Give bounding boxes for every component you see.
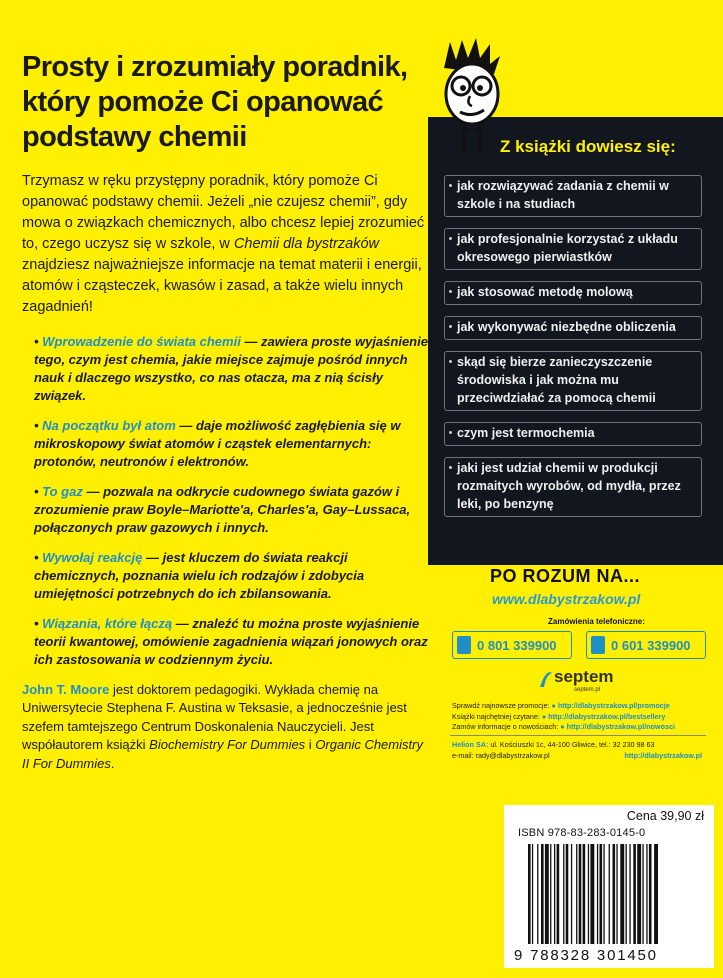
author-name: John T. Moore xyxy=(22,681,110,697)
list-item: Sprawdź najnowsze promocje: ● http://dlabystrzakow.pl/promocje xyxy=(452,701,670,710)
list-item: jak rozwiązywać zadania z chemii w szkole i na studiach xyxy=(444,175,702,217)
feature-list xyxy=(22,333,432,669)
barcode-icon xyxy=(514,844,704,950)
phone-number: 0 801 339900 xyxy=(477,637,557,653)
website-logo[interactable]: www.dlabystrzakow.pl xyxy=(492,591,641,607)
list-item: • Na początku był atom — daje możliwość zagłębienia się w mikroskopowy świat atomów i cząstek elementarnych: protonów, neutronów i elektronów. xyxy=(34,417,401,469)
book-title: Chemii dla bystrzaków xyxy=(233,236,379,252)
list-item: jak wykonywać niezbędne obliczenia xyxy=(444,316,702,340)
mobile-phone-icon xyxy=(591,636,605,654)
list-item: Zamów informacje o nowościach: ● http://dlabystrzakow.pl/nowosci xyxy=(452,722,675,731)
barcode-number: 9 788328 301450 xyxy=(514,947,658,964)
list-item: Książki najchętniej czytane: ● http://dlabystrzakow.pl/bestsellery xyxy=(452,711,666,721)
publisher-info: Helion SA: ul. Kościuszki 1c, 44-100 Gliwice, tel.: 32 230 98 63 e-mail: rady@dlabystrzakow.pl http://dlabystrzakow.pl xyxy=(452,740,702,760)
price-label: Cena 39,90 zł xyxy=(626,809,704,823)
septem-logo-icon xyxy=(538,669,554,689)
list-item: czym jest termochemia xyxy=(444,422,702,446)
headline xyxy=(22,50,452,155)
phone-icon xyxy=(457,636,471,654)
list-item: • To gaz — pozwala na odkrycie cudownego świata gazów i zrozumienie praw Boyle–Mariotte'a, Charles'a, Gay–Lussaca, połączonych praw gazowych i innych. xyxy=(34,483,411,535)
isbn-label: ISBN 978-83-283-0145-0 xyxy=(518,827,646,839)
headline-line-2: który pomoże Ci opanować xyxy=(22,86,384,118)
list-item: jak profesjonalnie korzystać z układu okresowego pierwiastków xyxy=(444,228,702,270)
headline-line-1: Prosty i zrozumiały poradnik, xyxy=(22,51,408,83)
list-item: • Wprowadzenie do świata chemii — zawiera proste wyjaśnienie tego, czym jest chemia, jakie miejsce zajmuje pośród innych nauk i dlaczego wszystko, co nas otacza, ma z nią ścisły związek. xyxy=(34,333,428,403)
author-bio: John T. Moore jest doktorem pedagogiki. Wykłada chemię na Uniwersytecie Stephena F. Austina w Teksasie, a jednocześnie jest szefem tamtejszego Centrum Doskonalenia Nauczycieli. Jest współautorem książki Biochemistry For Dummies i Organic Chemistry II For Dummies. xyxy=(22,681,423,771)
list-item: • Wywołaj reakcję — jest kluczem do świata reakcji chemicznych, poznania wielu ich rodzajów i zdobycia umiejętności potrzebnych do ich zbilansowania. xyxy=(34,549,365,601)
panel-title: Z książki dowiesz się: xyxy=(500,137,676,156)
slogan: PO ROZUM NA... xyxy=(490,566,640,586)
list-item: jaki jest udział chemii w produkcji rozmaitych wyrobów, od mydła, przez leki, po benzynę xyxy=(444,457,702,517)
price-barcode-box xyxy=(504,805,714,968)
phone-box-2 xyxy=(586,631,706,659)
list-item: jak stosować metodę molową xyxy=(444,281,702,305)
main-column xyxy=(22,50,432,786)
headline-line-3: podstawy chemii xyxy=(22,121,247,153)
septem-logo: septem septem.pl xyxy=(538,665,608,693)
phone-box-1 xyxy=(452,631,572,659)
orders-label: Zamówienia telefoniczne: xyxy=(548,617,645,626)
promo-links xyxy=(452,701,707,733)
dummies-mascot-icon xyxy=(436,38,506,158)
divider xyxy=(450,735,706,736)
list-item: skąd się bierze zanieczyszczenie środowiska i jak można mu przeciwdziałać za pomocą chemii xyxy=(444,351,702,411)
list-item: • Wiązania, które łączą — znaleźć tu można proste wyjaśnienie teorii kwantowej, omówienie zagadnienia wiązań jonowych oraz ich zastosowania w codziennym życiu. xyxy=(34,615,428,667)
intro-paragraph: Trzymasz w ręku przystępny poradnik, który pomoże Ci opanować podstawy chemii. Jeżeli „nie czujesz chemii”, gdy mowa o związkach chemicznych, albo chcesz lepiej zrozumieć to, czego uczysz się w szkole, w Chemii dla bystrzaków znajdziesz najważniejsze informacje na temat materii i energii, atomów i cząsteczek, kwasów i zasad, a także wielu innych zagadnień! xyxy=(22,173,425,315)
phone-number: 0 601 339900 xyxy=(611,637,691,653)
panel-list xyxy=(444,175,702,528)
